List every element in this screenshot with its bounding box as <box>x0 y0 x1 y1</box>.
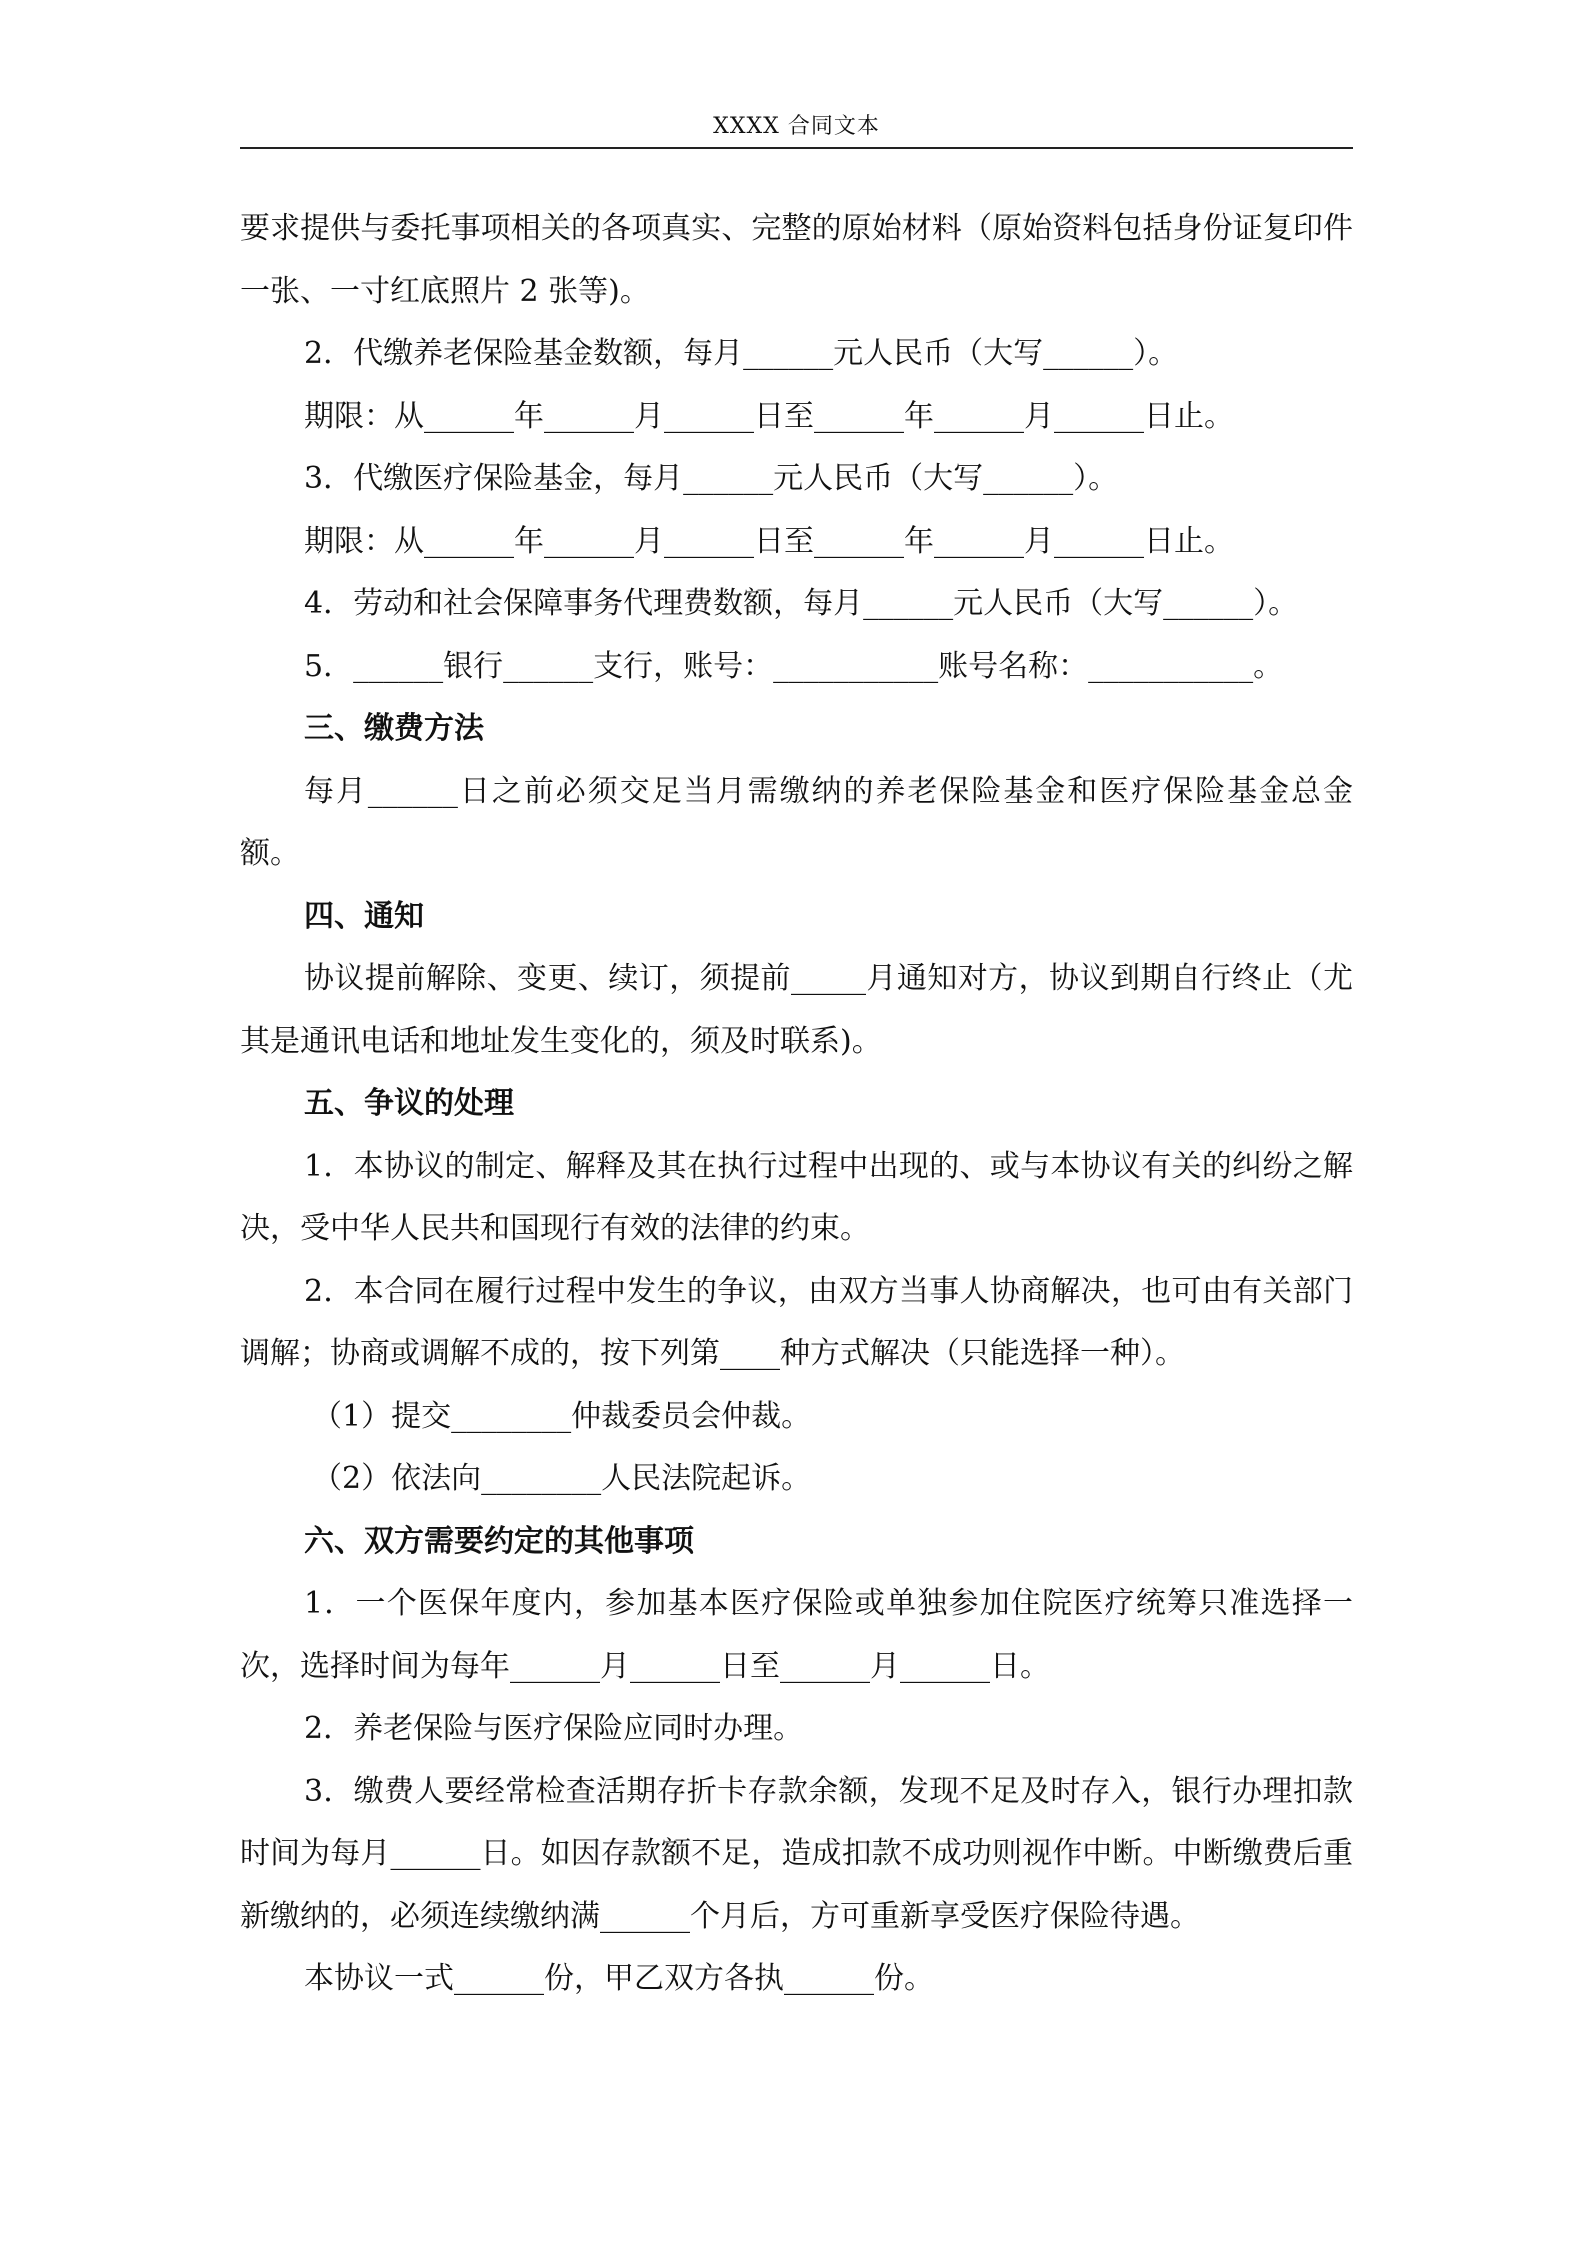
section-heading-dispute: 五、争议的处理 <box>304 1086 514 1121</box>
clause-pension-period: 期限：从______年______月______日至______年______月______日止。 <box>304 398 1234 434</box>
paragraph-payment-deadline: 每月______日之前必须交足当月需缴纳的养老保险基金和医疗保险基金总金额。 <box>240 773 1353 871</box>
clause-dispute-resolution: 2．本合同在履行过程中发生的争议，由双方当事人协商解决，也可由有关部门调解；协商或调解不成的，按下列第____种方式解决（只能选择一种）。 <box>240 1273 1353 1371</box>
paragraph-copies: 本协议一式______份，甲乙双方各执______份。 <box>304 1961 934 1996</box>
clause-simultaneous-processing: 2．养老保险与医疗保险应同时办理。 <box>304 1711 804 1746</box>
clause-insurance-selection: 1．一个医保年度内，参加基本医疗保险或单独参加住院医疗统筹只准选择一次，选择时间为每年______月______日至______月______日。 <box>240 1586 1353 1684</box>
clause-medical-period: 期限：从______年______月______日至______年______月______日止。 <box>304 523 1234 559</box>
page-header-title: XXXX 合同文本 <box>713 114 880 139</box>
clause-governing-law: 1．本协议的制定、解释及其在执行过程中出现的、或与本协议有关的纠纷之解决，受中华人民共和国现行有效的法律的约束。 <box>240 1148 1353 1246</box>
clause-medical-amount: 3．代缴医疗保险基金，每月______元人民币（大写______）。 <box>304 461 1119 496</box>
header-divider <box>240 147 1353 149</box>
option-arbitration: （1）提交________仲裁委员会仲裁。 <box>312 1398 812 1434</box>
paragraph-materials: 要求提供与委托事项相关的各项真实、完整的原始材料（原始资料包括身份证复印件一张、一寸红底照片 2 张等)。 <box>240 211 1353 309</box>
clause-pension-amount: 2．代缴养老保险基金数额，每月______元人民币（大写______）。 <box>304 336 1179 371</box>
section-heading-other-matters: 六、双方需要约定的其他事项 <box>304 1523 694 1559</box>
section-heading-payment-method: 三、缴费方法 <box>304 711 484 746</box>
document-body <box>240 198 1353 2011</box>
clause-bank-account: 5．______银行______支行，账号：___________账号名称：___________。 <box>304 648 1284 684</box>
paragraph-notice: 协议提前解除、变更、续订，须提前_____月通知对方，协议到期自行终止（尤其是通讯电话和地址发生变化的，须及时联系)。 <box>240 961 1353 1059</box>
option-litigation: （2）依法向________人民法院起诉。 <box>312 1461 812 1496</box>
clause-agency-fee: 4．劳动和社会保障事务代理费数额，每月______元人民币（大写______）。 <box>304 586 1299 621</box>
section-heading-notice: 四、通知 <box>304 898 424 934</box>
clause-account-balance: 3．缴费人要经常检查活期存折卡存款余额，发现不足及时存入，银行办理扣款时间为每月______日。如因存款额不足，造成扣款不成功则视作中断。中断缴费后重新缴纳的，必须连续缴纳满______个月后，方可重新享受医疗保险待遇。 <box>240 1773 1353 1934</box>
